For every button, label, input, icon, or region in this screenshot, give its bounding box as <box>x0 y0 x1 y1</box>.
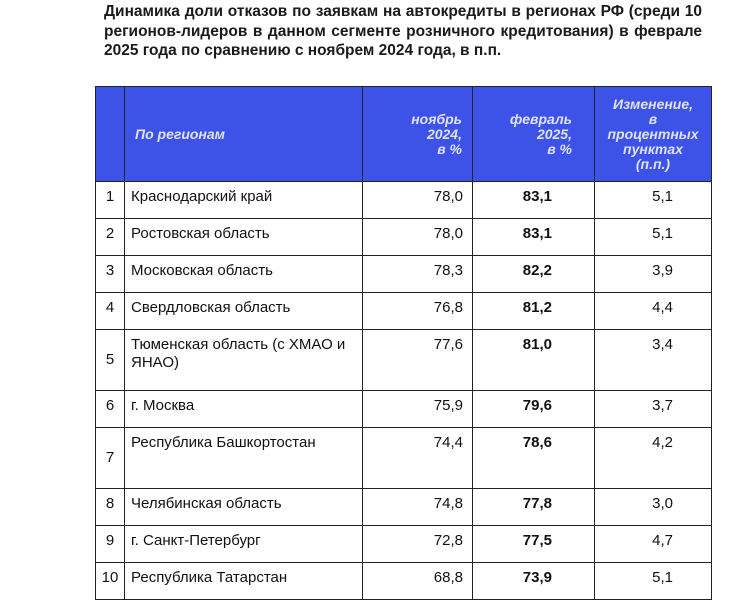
table-row <box>96 256 712 293</box>
row-region: г. Санкт-Петербург <box>125 526 363 563</box>
row-change: 3,0 <box>595 489 712 526</box>
header-index <box>96 87 125 182</box>
row-feb: 81,2 <box>473 293 595 330</box>
table-row <box>96 563 712 600</box>
table-header-row <box>96 87 712 182</box>
table-row <box>96 219 712 256</box>
row-index: 5 <box>96 330 125 391</box>
row-index: 8 <box>96 489 125 526</box>
row-nov: 75,9 <box>363 391 473 428</box>
row-feb: 83,1 <box>473 219 595 256</box>
row-nov: 68,8 <box>363 563 473 600</box>
row-change: 4,2 <box>595 428 712 489</box>
row-nov: 76,8 <box>363 293 473 330</box>
document-title: Динамика доли отказов по заявкам на автокредиты в регионах РФ (среди 10 регионов-лидеров в данном сегменте розничного кредитования) в феврале 2025 года по сравнению с ноябрем 2024 года, в п.п. <box>104 3 702 59</box>
row-change: 3,4 <box>595 330 712 391</box>
row-region: Тюменская область (с ХМАО и ЯНАО) <box>125 330 363 391</box>
header-change: Изменение, в процентных пунктах (п.п.) <box>595 87 712 182</box>
row-index: 2 <box>96 219 125 256</box>
row-feb: 77,8 <box>473 489 595 526</box>
row-index: 3 <box>96 256 125 293</box>
row-nov: 74,8 <box>363 489 473 526</box>
table-row <box>96 330 712 391</box>
row-index: 10 <box>96 563 125 600</box>
row-region: г. Москва <box>125 391 363 428</box>
row-nov: 77,6 <box>363 330 473 391</box>
row-region: Челябинская область <box>125 489 363 526</box>
row-change: 4,4 <box>595 293 712 330</box>
table-row <box>96 428 712 489</box>
row-nov: 74,4 <box>363 428 473 489</box>
table-row <box>96 182 712 219</box>
row-region: Республика Башкортостан <box>125 428 363 489</box>
row-feb: 79,6 <box>473 391 595 428</box>
table-row <box>96 391 712 428</box>
row-nov: 78,0 <box>363 219 473 256</box>
row-feb: 73,9 <box>473 563 595 600</box>
header-nov: ноябрь 2024, в % <box>363 87 473 182</box>
table-row <box>96 293 712 330</box>
row-index: 7 <box>96 428 125 489</box>
row-region: Ростовская область <box>125 219 363 256</box>
regions-table <box>95 86 712 600</box>
row-region: Свердловская область <box>125 293 363 330</box>
row-index: 9 <box>96 526 125 563</box>
row-change: 4,7 <box>595 526 712 563</box>
row-nov: 78,3 <box>363 256 473 293</box>
row-feb: 81,0 <box>473 330 595 391</box>
table-row <box>96 526 712 563</box>
row-change: 3,9 <box>595 256 712 293</box>
row-nov: 78,0 <box>363 182 473 219</box>
row-index: 6 <box>96 391 125 428</box>
row-index: 1 <box>96 182 125 219</box>
header-feb: февраль 2025, в % <box>473 87 595 182</box>
row-feb: 82,2 <box>473 256 595 293</box>
row-index: 4 <box>96 293 125 330</box>
row-feb: 78,6 <box>473 428 595 489</box>
row-region: Республика Татарстан <box>125 563 363 600</box>
row-feb: 77,5 <box>473 526 595 563</box>
row-region: Московская область <box>125 256 363 293</box>
row-nov: 72,8 <box>363 526 473 563</box>
header-region: По регионам <box>125 87 363 182</box>
row-region: Краснодарский край <box>125 182 363 219</box>
row-feb: 83,1 <box>473 182 595 219</box>
row-change: 5,1 <box>595 182 712 219</box>
row-change: 5,1 <box>595 563 712 600</box>
row-change: 5,1 <box>595 219 712 256</box>
row-change: 3,7 <box>595 391 712 428</box>
table-row <box>96 489 712 526</box>
